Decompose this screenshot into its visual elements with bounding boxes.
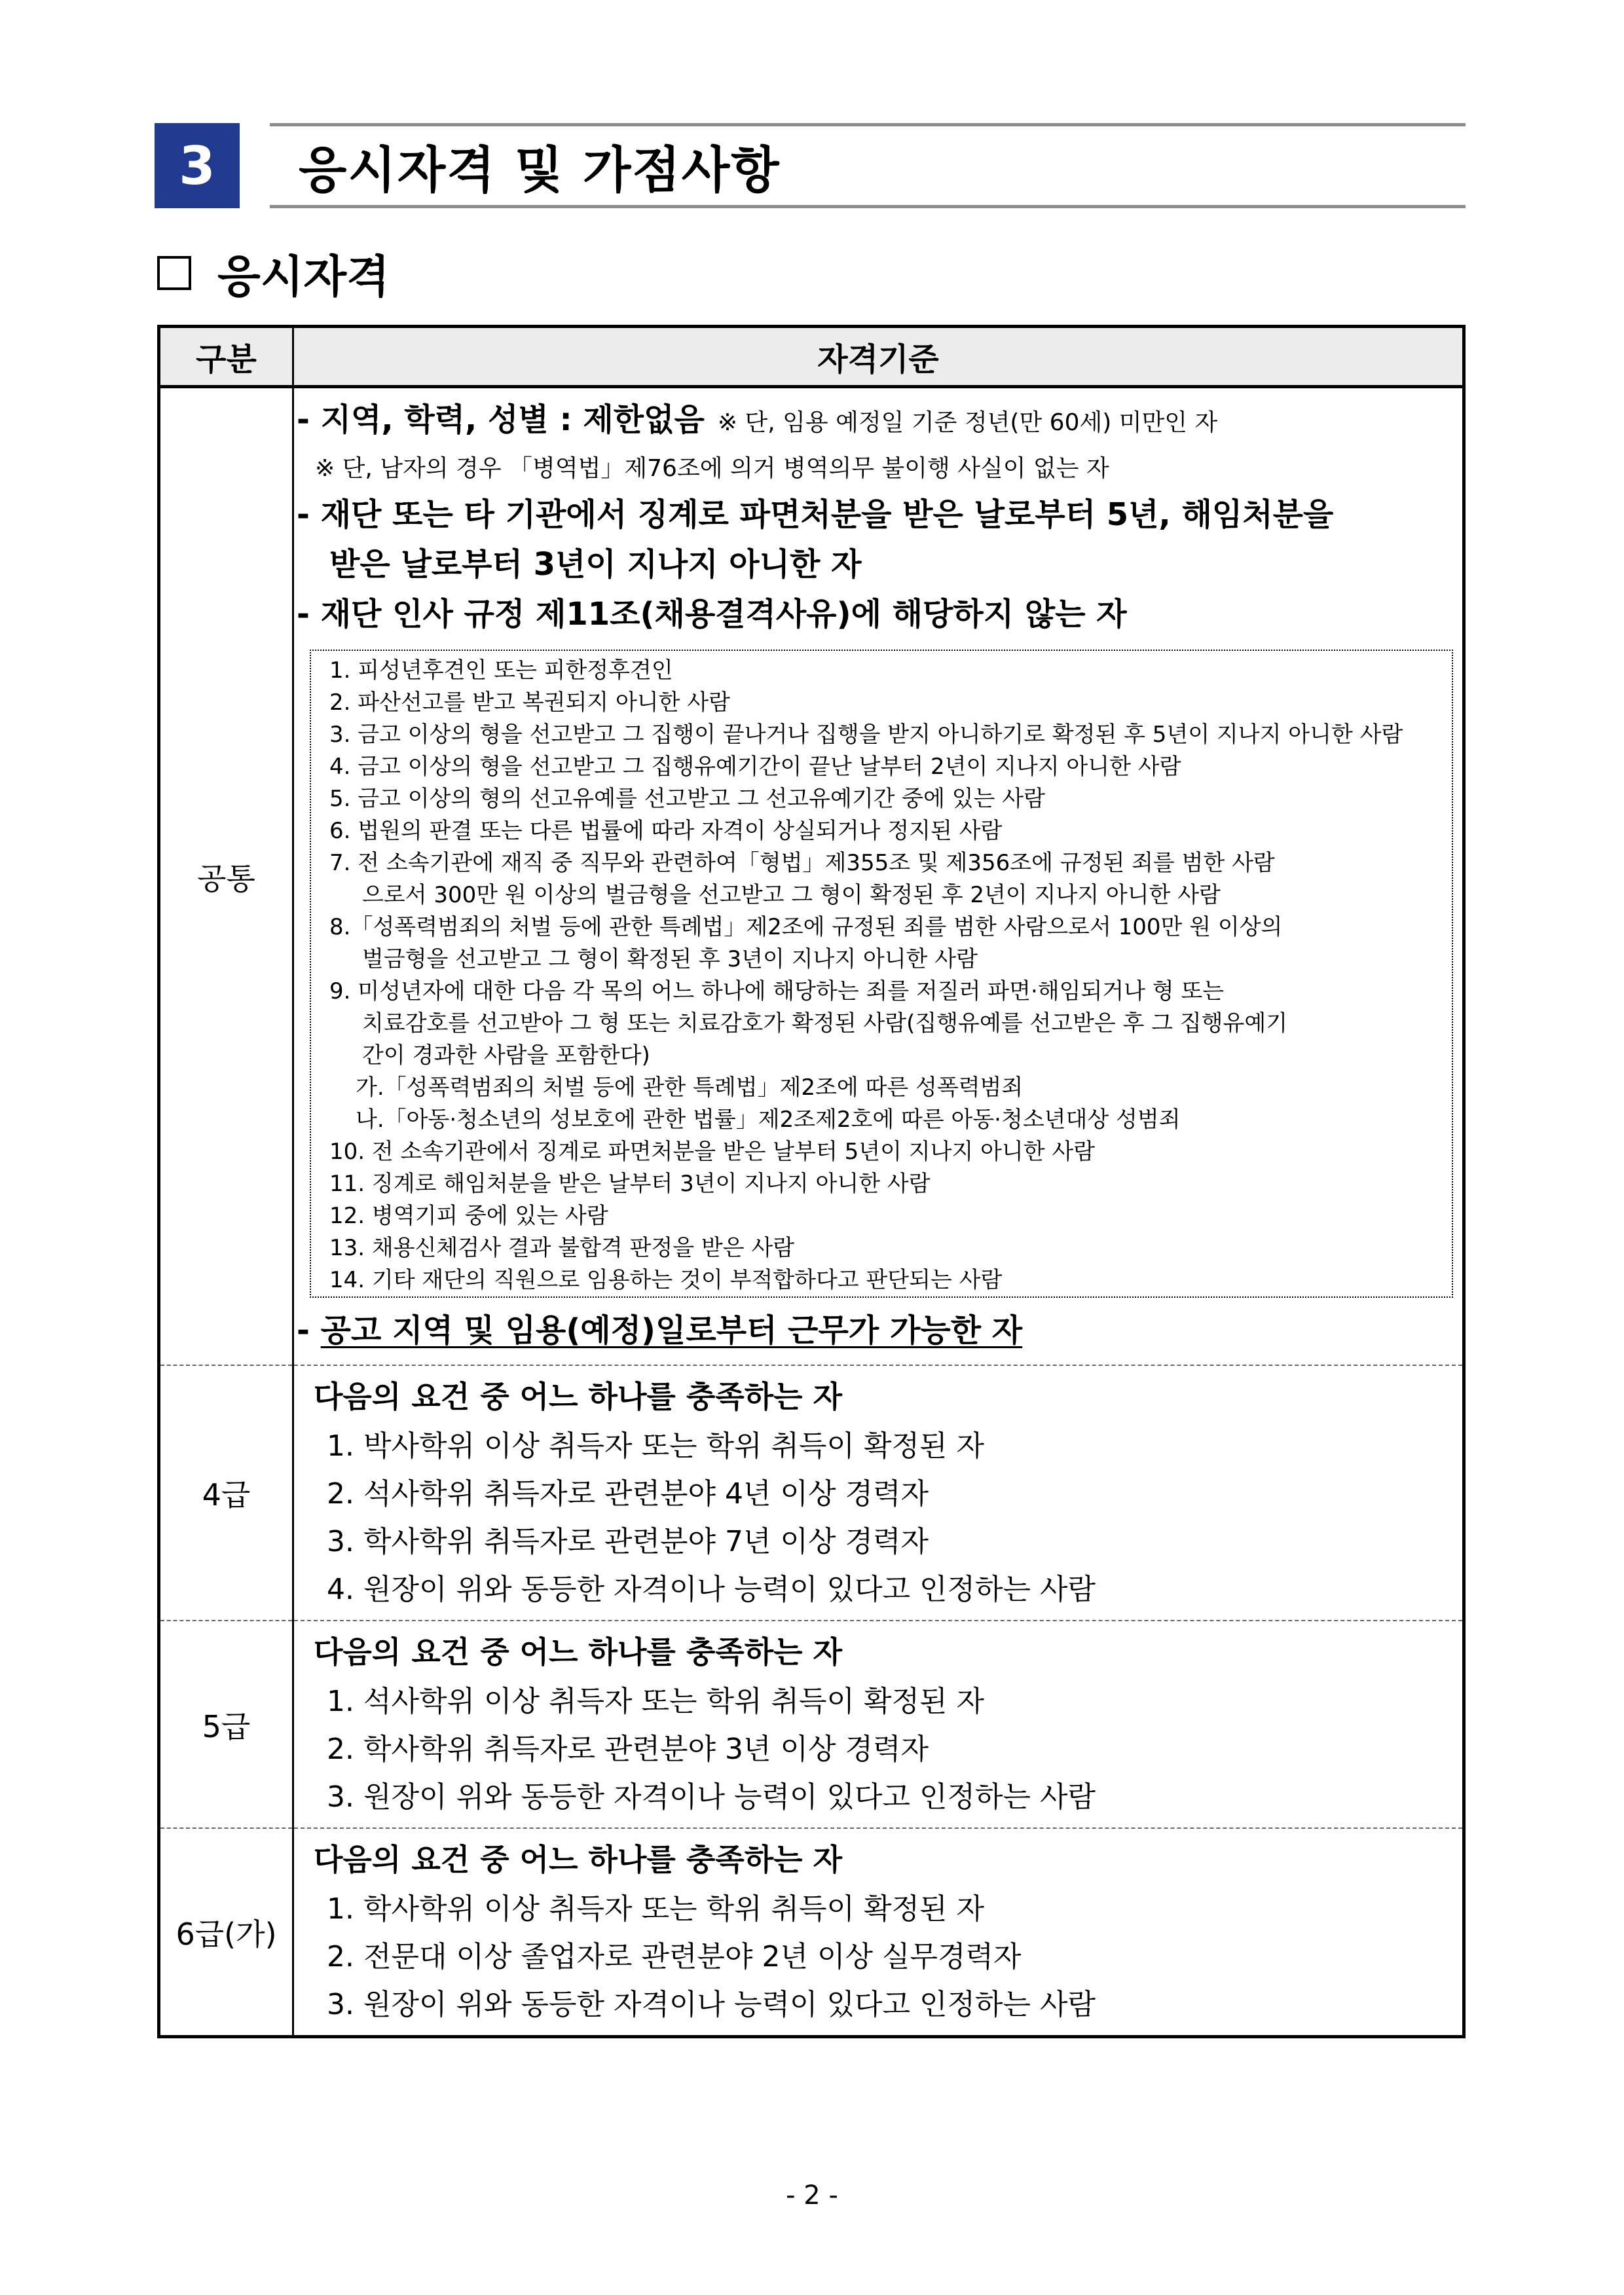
row-common	[159, 387, 1464, 1366]
checkbox-square-icon	[157, 256, 191, 290]
row-grade-5	[159, 1621, 1464, 1828]
reason-item: 1. 피성년후견인 또는 피한정후견인	[329, 657, 673, 684]
reason-item: 5. 금고 이상의 형의 선고유예를 선고받고 그 선고유예기간 중에 있는 사람	[329, 786, 1045, 812]
grade-4-head: 다음의 요건 중 어느 하나를 충족하는 자	[314, 1379, 843, 1414]
reason-item: 4. 금고 이상의 형을 선고받고 그 집행유예기간이 끝난 날부터 2년이 지나지 아니한 사람	[329, 754, 1181, 780]
reason-item: 12. 병역기피 중에 있는 사람	[329, 1203, 608, 1229]
reason-item: 13. 채용신체검사 결과 불합격 판정을 받은 사람	[329, 1235, 795, 1261]
section-number-badge: 3	[155, 123, 240, 208]
reason-item: 11. 징계로 해임처분을 받은 날부터 3년이 지나지 아니한 사람	[329, 1171, 931, 1197]
common-line-3: - 재단 또는 타 기관에서 징계로 파면처분을 받은 날로부터 5년, 해임처분을	[297, 496, 1334, 533]
grade-4-item: 1. 박사학위 이상 취득자 또는 학위 취득이 확정된 자	[327, 1429, 984, 1463]
grade-5-head: 다음의 요건 중 어느 하나를 충족하는 자	[314, 1634, 843, 1670]
reason-item: 2. 파산선고를 받고 복권되지 아니한 사람	[329, 689, 730, 716]
header-criteria: 자격기준	[293, 327, 1464, 387]
grade-4-item: 3. 학사학위 취득자로 관련분야 7년 이상 경력자	[327, 1525, 929, 1558]
grade-4-item: 2. 석사학위 취득자로 관련분야 4년 이상 경력자	[327, 1477, 929, 1511]
reason-item: 10. 전 소속기관에서 징계로 파면처분을 받은 날부터 5년이 지나지 아니한 사람	[329, 1139, 1096, 1165]
reason-item-continued: 으로서 300만 원 이상의 벌금형을 선고받고 그 형이 확정된 후 2년이 지나지 아니한 사람	[362, 882, 1221, 908]
reason-item-continued: 벌금형을 선고받고 그 형이 확정된 후 3년이 지나지 아니한 사람	[362, 946, 978, 972]
reason-item: 9. 미성년자에 대한 다음 각 목의 어느 하나에 해당하는 죄를 저질러 파면·해임되거나 형 또는	[329, 978, 1225, 1004]
common-line-4: 받은 날로부터 3년이 지나지 아니한 자	[329, 546, 862, 583]
reason-sub-item: 가.「성폭력범죄의 처벌 등에 관한 특례법」제2조에 따른 성폭력범죄	[356, 1074, 1024, 1101]
grade-6-head: 다음의 요건 중 어느 하나를 충족하는 자	[314, 1842, 843, 1877]
reason-item: 7. 전 소속기관에 재직 중 직무와 관련하여「형법」제355조 및 제356조에 규정된 죄를 범한 사람	[329, 850, 1275, 876]
criteria-grade-6	[293, 1828, 1464, 2037]
qualification-table	[157, 325, 1466, 2038]
grade-6-item: 2. 전문대 이상 졸업자로 관련분야 2년 이상 실무경력자	[327, 1940, 1022, 1974]
reason-item: 14. 기타 재단의 직원으로 임용하는 것이 부적합하다고 판단되는 사람	[329, 1267, 1003, 1293]
criteria-grade-4	[293, 1365, 1464, 1621]
reason-item: 8.「성폭력범죄의 처벌 등에 관한 특례법」제2조에 규정된 죄를 범한 사람으로서 100만 원 이상의	[329, 914, 1283, 940]
category-grade-6: 6급(가)	[159, 1828, 293, 2037]
reason-item-continued: 치료감호를 선고받아 그 형 또는 치료감호가 확정된 사람(집행유예를 선고받은 후 그 집행유예기	[362, 1010, 1288, 1037]
disqualification-reasons-box	[310, 650, 1453, 1298]
section-title: 응시자격 및 가점사항	[299, 140, 781, 199]
reason-item: 6. 법원의 판결 또는 다른 법률에 따라 자격이 상실되거나 정지된 사람	[329, 818, 1003, 844]
grade-5-item: 3. 원장이 위와 동등한 자격이나 능력이 있다고 인정하는 사람	[327, 1780, 1096, 1814]
reason-item-continued: 간이 경과한 사람을 포함한다)	[362, 1042, 650, 1069]
common-age-note: ※ 단, 임용 예정일 기준 정년(만 60세) 미만인 자	[717, 409, 1218, 436]
grade-6-item: 1. 학사학위 이상 취득자 또는 학위 취득이 확정된 자	[327, 1892, 984, 1926]
category-common: 공통	[159, 387, 293, 1366]
reason-item: 3. 금고 이상의 형을 선고받고 그 집행이 끝나거나 집행을 받지 아니하기로 확정된 후 5년이 지나지 아니한 사람	[329, 722, 1403, 748]
common-line-5: - 재단 인사 규정 제11조(채용결격사유)에 해당하지 않는 자	[297, 596, 1127, 633]
reason-sub-item: 나.「아동·청소년의 성보호에 관한 법률」제2조제2호에 따른 아동·청소년대상 성범죄	[356, 1107, 1181, 1133]
section-rule-bottom	[270, 205, 1466, 208]
sub-heading	[157, 244, 390, 303]
grade-6-item: 3. 원장이 위와 동등한 자격이나 능력이 있다고 인정하는 사람	[327, 1988, 1096, 2021]
category-grade-5: 5급	[159, 1621, 293, 1828]
header-category: 구분	[159, 327, 293, 387]
row-grade-6	[159, 1828, 1464, 2037]
category-grade-4: 4급	[159, 1365, 293, 1621]
section-header	[155, 123, 1466, 208]
page-number: - 2 -	[786, 2180, 838, 2211]
grade-5-item: 1. 석사학위 이상 취득자 또는 학위 취득이 확정된 자	[327, 1685, 984, 1718]
criteria-grade-5	[293, 1621, 1464, 1828]
common-military-note: ※ 단, 남자의 경우 「병역법」제76조에 의거 병역의무 불이행 사실이 없는 자	[315, 455, 1109, 482]
grade-4-item: 4. 원장이 위와 동등한 자격이나 능력이 있다고 인정하는 사람	[327, 1573, 1096, 1606]
common-line-6: - 공고 지역 및 임용(예정)일로부터 근무가 가능한 자	[297, 1312, 1023, 1349]
sub-heading-title: 응시자격	[217, 251, 390, 303]
criteria-common	[293, 387, 1464, 1366]
common-line-1: - 지역, 학력, 성별 : 제한없음 ※ 단, 임용 예정일 기준 정년(만 60세) 미만인 자	[297, 401, 1218, 438]
grade-5-item: 2. 학사학위 취득자로 관련분야 3년 이상 경력자	[327, 1733, 929, 1766]
row-grade-4	[159, 1365, 1464, 1621]
table-header-row	[159, 327, 1464, 387]
